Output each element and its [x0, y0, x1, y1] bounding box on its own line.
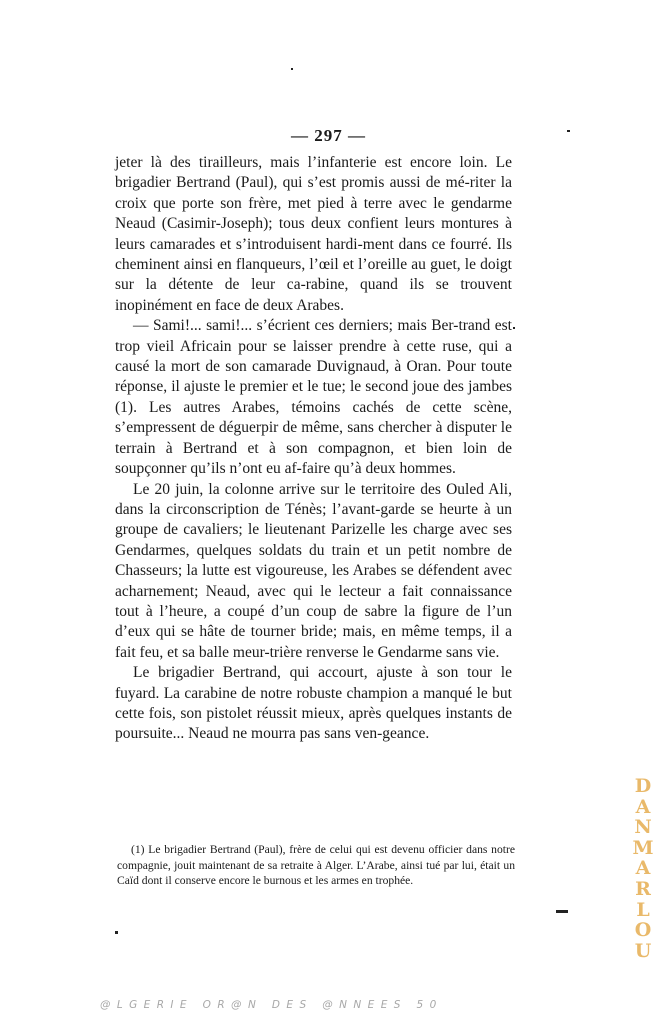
watermark-letter: D [634, 775, 652, 797]
watermark-letter: O [634, 919, 652, 942]
watermark-vertical [632, 776, 654, 961]
watermark-letter: M [632, 836, 654, 859]
body-text [115, 153, 512, 745]
paper-speck [115, 931, 118, 934]
watermark-letter: A [635, 795, 651, 818]
paragraph: jeter là des tirailleurs, mais l’infanterie est encore loin. Le brigadier Bertrand (Paul), qui s’est promis aussi de mé-riter la croix que porte son frère, met pied à terre avec le gendarme Neaud (Casimir-Joseph); tous deux confient leurs montures à leurs camarades et s’introduisent hardi-ment dans ce fourré. Ils cheminent ainsi en flanqueurs, l’œil et l’oreille au guet, le doigt sur la détente de leur ca-rabine, quand ils se trouvent inopinément en face de deux Arabes. [115, 154, 512, 314]
paragraph: — Sami!... sami!... s’écrient ces derniers; mais Ber-trand est trop vieil Africain pour se laisser prendre à cette ruse, qui a causé la mort de son camarade Duvignaud, à Oran. Pour toute réponse, il ajuste le premier et le tue; le second joue des jambes (1). Les autres Arabes, témoins cachés de cette scène, s’empressent de déguerpir de même, sans chercher à disputer le terrain à Bertrand et à son compagnon, et bien loin de soupçonner qu’ils n’ont eu af-faire qu’à deux hommes. [115, 317, 512, 478]
paragraph: Le 20 juin, la colonne arrive sur le territoire des Ouled Ali, dans la circonscription de Ténès; l’avant-garde se heurte à un groupe de cavaliers; le lieutenant Parizelle les charge avec ses Gendarmes, quelques soldats du train et un petit nombre de Chasseurs; la lutte est vigoureuse, les Arabes se défendent avec acharnement; Neaud, avec qui le lecteur a fait connaissance tout à l’heure, a coupé d’un coup de sabre la figure de l’un d’eux qui se hâte de tourner bride; mais, en même temps, il a fait feu, et sa balle meur-trière renverse le Gendarme sans vie. [115, 480, 512, 661]
watermark-letter: L [636, 898, 650, 921]
watermark-bottom: @LGERIE OR@N DES @NNEES 50 [100, 999, 443, 1011]
watermark-letter: A [635, 857, 651, 880]
page-number: — 297 — [291, 126, 366, 145]
paragraph: Le brigadier Bertrand, qui accourt, ajuste à son tour le fuyard. La carabine de notre robuste champion a manqué le but cette fois, son pistolet réussit mieux, après quelques instants de poursuite... Neaud ne mourra pas sans ven-geance. [115, 664, 512, 743]
footnote-text: (1) Le brigadier Bertrand (Paul), frère de celui qui est devenu officier dans notre compagnie, jouit maintenant de sa retraite à Alger. L’Arabe, ainsi tué par lui, était un Caïd dont il conserve encore le burnous et les armes en trophée. [117, 843, 515, 887]
paper-speck [513, 327, 515, 329]
watermark-letter: U [634, 939, 652, 962]
watermark-letter: N [634, 816, 652, 839]
paper-speck [291, 68, 293, 70]
footnote [117, 842, 515, 889]
watermark-letter: R [635, 877, 651, 900]
paper-speck [556, 910, 568, 913]
